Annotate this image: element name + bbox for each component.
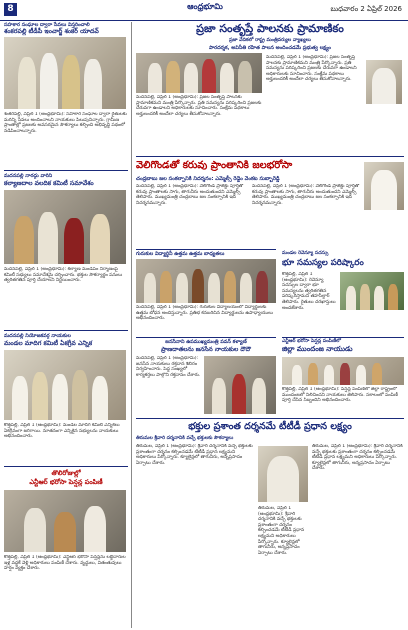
divider xyxy=(136,337,276,338)
story3-photo-main xyxy=(340,272,404,310)
story2-kicker: మదనపల్లి నారద్గు వారిని xyxy=(4,173,53,179)
story5-headline: ప్రాణదాతలను జనసేన నాయకుల దౌదౌ xyxy=(161,346,251,353)
story3-headline: మండల మాదిగ కమిటీ ఏకగ్రీవ ఎన్నిక xyxy=(4,340,93,347)
story4-headline: ఎన్టీఆర్ భరోసా పెన్షన్ల పంపిణీ xyxy=(29,478,103,486)
divider xyxy=(4,466,128,467)
story5-kicker: జనసేనాని ఉపముఖ్యమంత్రి పవన్ కళ్యాణ్ xyxy=(165,339,247,345)
story3-kicker-main: మండల రెవెన్యూ సదస్సు xyxy=(282,251,329,256)
page-number: 8 xyxy=(4,3,17,16)
story4-body-main: మదనపల్లి, ఏప్రిల్ 1 (ఆంధ్రభూమి): గురుకుల విద్యాలయంలో విద్యార్థులకు ఉత్తమ బోధన అందిస్తున్నారు. ప్రతిభ కనబరిచిన విద్యార్థులను ఉపాధ్యాయులు అభినందించారు. xyxy=(136,305,273,322)
story4-photo-main xyxy=(136,259,276,303)
story3-kicker: మదనపల్లి నియోజకవర్గ నాయకుల xyxy=(4,333,71,339)
story2-body-main: మదనపల్లి, ఏప్రిల్ 1 (ఆంధ్రభూమి): వెలిగొండ ప్రాజెక్టు పూర్తితో కరువు ప్రాంతాలకు సాగు, తాగునీరు అందుతుందని ఎమ్మెల్సీ తెలిపారు. ముఖ్యమంత్రి చంద్రబాబు జల సంకల్పానికి ఇది నిదర్శనమన్నారు. xyxy=(136,184,244,206)
story6-photo xyxy=(282,357,404,385)
lead-portrait xyxy=(366,60,402,104)
story7-body: తిరుమల, ఏప్రిల్ 1 (ఆంధ్రభూమి): శ్రీవారి దర్శనానికి వచ్చే భక్తులకు ప్రశాంతంగా దర్శనం కల్పించడమే టీటీడీ ప్రధాన లక్ష్యమని అధికారులు పేర్కొన్నారు. క్యూలైన్లలో తాగునీరు, అన్నప్రసాదం ఏర్పాటు చేశారు. xyxy=(136,444,253,466)
story7-body-cont: తిరుమల, ఏప్రిల్ 1 (ఆంధ్రభూమి): శ్రీవారి దర్శనానికి వచ్చే భక్తులకు ప్రశాంతంగా దర్శనం కల్పించడమే టీటీడీ ప్రధాన లక్ష్యమని అధికారులు పేర్కొన్నారు. క్యూలైన్లలో తాగునీరు, అన్నప్రసాదం ఏర్పాటు చేశారు. xyxy=(312,444,403,472)
story1-kicker: సహకార సంఘాల ద్వారా సేవలు విస్తరించాలి xyxy=(4,22,90,28)
lead-subhead: పారదర్శక, అవినీతి రహిత పాలన అందించడమే ప్రభుత్వ లక్ష్యం xyxy=(209,45,331,51)
lead-photo xyxy=(136,53,262,93)
story2-body-cont: మదనపల్లి, ఏప్రిల్ 1 (ఆంధ్రభూమి): వెలిగొండ ప్రాజెక్టు పూర్తితో కరువు ప్రాంతాలకు సాగు, తాగునీరు అందుతుందని ఎమ్మెల్సీ తెలిపారు. ముఖ్యమంత్రి చంద్రబాబు జల సంకల్పానికి ఇది నిదర్శనమన్నారు. xyxy=(252,184,360,206)
story7-portrait xyxy=(258,446,308,502)
story5-body: మదనపల్లి, ఏప్రిల్ 1 (ఆంధ్రభూమి): జనసేన నాయకులు రక్తదాన శిబిరం నిర్వహించారు. పెద్ద సంఖ్యలో కార్యకర్తలు పాల్గొని రక్తదానం చేశారు. xyxy=(136,356,201,378)
story5-photo xyxy=(204,356,276,414)
divider xyxy=(136,418,404,419)
story6-kicker: ఎన్టీఆర్ భరోసా పెన్షన్ల పంపిణీలో xyxy=(282,339,341,344)
story4-body: కొత్తపల్లి, ఏప్రిల్ 1 (ఆంధ్రభూమి): ఎన్టీఆర్ భరోసా పెన్షన్లను లబ్ధిదారుల ఇళ్ల వద్దకే వెళ్లి అధికారులు పంపిణీ చేశారు. వృద్ధులు, వితంతువులు హర్షం వ్యక్తం చేశారు. xyxy=(4,555,126,572)
story1-body: శంకరపల్లి, ఏప్రిల్ 1 (ఆంధ్రభూమి): సహకార సంఘాల ద్వారా రైతులకు మరిన్ని సేవలు అందించాలని నాయకులు పిలుపునిచ్చారు. గ్రామీణ ప్రాంతాల్లో ప్రజలకు అవసరమైన సౌకర్యాలు కల్పించి అభివృద్ధి పథంలో నడిపించాలన్నారు. xyxy=(4,112,127,134)
date-line: బుధవారం 2 ఏప్రిల్ 2026 xyxy=(330,5,402,13)
story2-subhead: చంద్రబాబు జల సంకల్పానికి నిదర్శనం: ఎమ్మెల్సీ రెడ్డెం వెంకట సుబ్బారెడ్డి xyxy=(136,176,280,182)
story6-headline: జిల్లా ముందంజ నాయుడు xyxy=(282,345,353,353)
lead-body: మదనపల్లి, ఏప్రిల్ 1 (ఆంధ్రభూమి): ప్రజల సంతృప్తే పాలనకు ప్రామాణికమని మంత్రి పేర్కొన్నారు. ప్రతి సమస్యను పరిష్కరించి ప్రజలకు చేరువగా ఉండాలని అధికారులకు సూచించారు. సంక్షేమ పథకాలు అర్హులందరికీ అందేలా చర్యలు తీసుకోవాలన్నారు. xyxy=(136,95,262,117)
lead-kicker: ప్రజా వేదికలో రాష్ట్ర మంత్రివర్యుల వ్యాఖ్యలు xyxy=(229,38,311,43)
story7-headline: భక్తుల ప్రశాంత దర్శనమే టీటీడీ ప్రధాన లక్ష్యం xyxy=(188,421,352,432)
divider xyxy=(136,156,404,157)
story2-headline-main: వెలిగొండతో కరువు ప్రాంతానికి జలభరోసా xyxy=(136,160,293,171)
story6-body: కొత్తపల్లి, ఏప్రిల్ 1 (ఆంధ్రభూమి): పెన్షన్ల పంపిణీలో జిల్లా రాష్ట్రంలో ముందంజలో నిలిచిందని నాయకులు తెలిపారు. సకాలంలో పంపిణీ పూర్తి చేసిన సిబ్బందిని అభినందించారు. xyxy=(282,387,398,404)
lead-headline: ప్రజా సంతృప్తే పాలనకు ప్రామాణికం xyxy=(196,22,344,35)
story1-photo xyxy=(4,37,126,109)
lead-body-cont: మదనపల్లి, ఏప్రిల్ 1 (ఆంధ్రభూమి): ప్రజల సంతృప్తే పాలనకు ప్రామాణికమని మంత్రి పేర్కొన్నారు. ప్రతి సమస్యను పరిష్కరించి ప్రజలకు చేరువగా ఉండాలని అధికారులకు సూచించారు. సంక్షేమ పథకాలు అర్హులందరికీ అందేలా చర్యలు తీసుకోవాలన్నారు. xyxy=(266,55,357,83)
story2-body: మదనపల్లి, ఏప్రిల్ 1 (ఆంధ్రభూమి): కల్యాణ మండపం నిర్మాణంపై కమిటీ సభ్యులు సమావేశమై చర్చించారు. భక్తుల సౌకర్యార్థం పనులు త్వరితగతిన పూర్తి చేయాలని నిర్ణయించారు. xyxy=(4,267,123,284)
story3-body-main: కొత్తపల్లి, ఏప్రిల్ 1 (ఆంధ్రభూమి): రెవెన్యూ సదస్సుల ద్వారా భూ సమస్యలను త్వరితగతిన పరిష్కరిస్తామని తహసీల్దార్ తెలిపారు. రైతులు దరఖాస్తులు అందజేశారు. xyxy=(282,272,336,311)
divider xyxy=(4,170,128,171)
divider xyxy=(4,330,128,331)
story3-headline-main: భూ సమస్యల పరిష్కారం xyxy=(282,258,364,268)
divider xyxy=(282,337,404,338)
masthead: ఆంధ్రభూమి xyxy=(187,2,223,11)
story2-headline: కల్యాణదాల వలదిక కమిటీ సమావేశం xyxy=(4,180,94,187)
story4-kicker-main: గురుకుల విద్యార్థినీ ఉత్తమ ఉత్తమ బాధ్యతలు xyxy=(136,251,225,257)
column-divider xyxy=(131,22,132,628)
story2-portrait xyxy=(364,162,404,210)
story3-body: కొత్తపల్లి, ఏప్రిల్ 1 (ఆంధ్రభూమి): మండల మాదిగ కమిటీ ఎన్నికలు ఏకగ్రీవంగా జరిగాయి. నూతనంగా ఎన్నికైన సభ్యులను నాయకులు అభినందించారు. xyxy=(4,423,120,440)
story2-photo xyxy=(4,190,126,264)
story4-kicker: తొలిరోజుల్లో xyxy=(51,469,81,477)
story7-body-mid: తిరుమల, ఏప్రిల్ 1 (ఆంధ్రభూమి): శ్రీవారి దర్శనానికి వచ్చే భక్తులకు ప్రశాంతంగా దర్శనం కల్పించడమే టీటీడీ ప్రధాన లక్ష్యమని అధికారులు పేర్కొన్నారు. క్యూలైన్లలో తాగునీరు, అన్నప్రసాదం ఏర్పాటు చేశారు. xyxy=(258,506,305,556)
story4-photo xyxy=(4,490,126,552)
story3-photo xyxy=(4,350,126,420)
divider xyxy=(136,249,276,250)
story1-headline: శంకరపల్లి టీడీపీ ఇంచార్జ్ శంకర్ యాదవ్ xyxy=(4,28,99,35)
story7-kicker: తిరుమల శ్రీవారి దర్శనానికి వచ్చే భక్తులకు సౌకర్యాలు xyxy=(136,436,234,441)
